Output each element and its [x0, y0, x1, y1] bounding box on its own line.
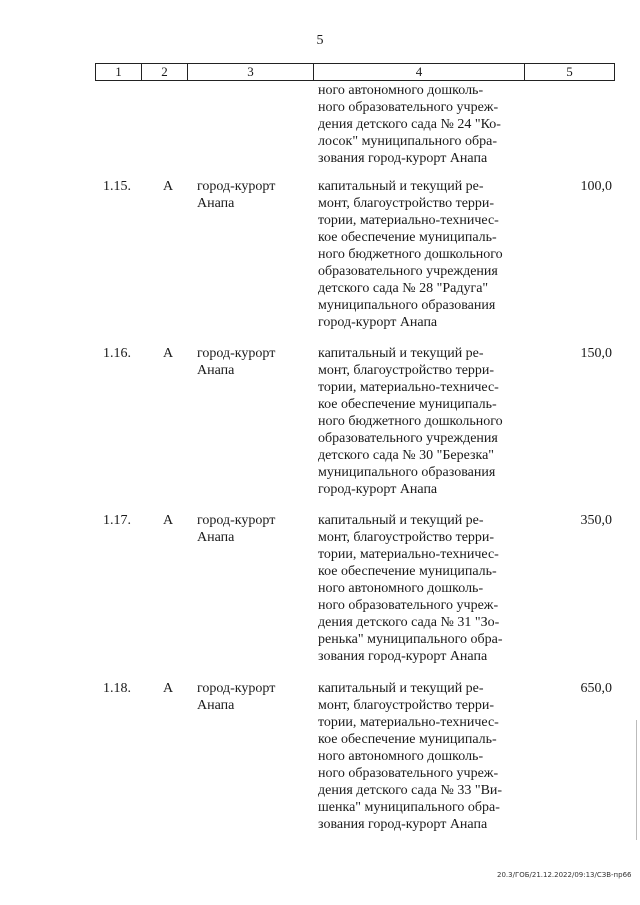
text-line: детского сада № 28 "Радуга"	[318, 281, 489, 296]
text-line: ного бюджетного дошкольного	[318, 247, 503, 262]
text-line: Анапа	[197, 196, 235, 211]
text-line: тории, материально-техничес-	[318, 715, 499, 730]
text-line: ного образовательного учреж-	[318, 100, 499, 115]
table-header	[95, 63, 615, 81]
text-line: ного автономного дошколь-	[318, 749, 484, 764]
text-line: монт, благоустройство терри-	[318, 363, 495, 378]
text-line: капитальный и текущий ре-	[318, 346, 484, 361]
text-line: капитальный и текущий ре-	[318, 681, 484, 696]
row-category: А	[163, 513, 174, 528]
text-line: тории, материально-техничес-	[318, 547, 499, 562]
text-line: дения детского сада № 31 "Зо-	[318, 615, 500, 630]
text-line: кое обеспечение муниципаль-	[318, 564, 497, 579]
row-description	[318, 512, 530, 665]
row-amount: 100,0	[580, 179, 612, 194]
text-line: ного бюджетного дошкольного	[318, 414, 503, 429]
text-line: шенка" муниципального обра-	[318, 800, 500, 815]
row-number: 1.18.	[103, 681, 131, 696]
row-category: А	[163, 346, 174, 361]
header-col-5: 5	[566, 64, 573, 79]
text-line: зования город-курорт Анапа	[318, 151, 488, 166]
text-line: Анапа	[197, 363, 235, 378]
text-line: ренька" муниципального обра-	[318, 632, 503, 647]
text-line: дения детского сада № 33 "Ви-	[318, 783, 503, 798]
text-line: город-курорт	[197, 513, 276, 528]
text-line: зования город-курорт Анапа	[318, 817, 488, 832]
text-line: Анапа	[197, 530, 235, 545]
text-line: тории, материально-техничес-	[318, 380, 499, 395]
header-col-4: 4	[314, 64, 525, 80]
text-line: кое обеспечение муниципаль-	[318, 397, 497, 412]
text-line: капитальный и текущий ре-	[318, 513, 484, 528]
text-line: город-курорт	[197, 179, 276, 194]
header-col-2: 2	[142, 64, 188, 80]
row-number: 1.17.	[103, 513, 131, 528]
footer-code: 20.3/ГОБ/21.12.2022/09:13/СЗВ-пр66	[497, 871, 632, 879]
row-location	[197, 345, 302, 379]
row-location	[197, 680, 302, 714]
text-line: город-курорт	[197, 346, 276, 361]
row-description	[318, 178, 530, 331]
text-line: город-курорт Анапа	[318, 315, 438, 330]
text-line: ного автономного дошколь-	[318, 83, 484, 98]
text-line: зования город-курорт Анапа	[318, 649, 488, 664]
row-number: 1.16.	[103, 346, 131, 361]
text-line: ного образовательного учреж-	[318, 598, 499, 613]
text-line: дения детского сада № 24 "Ко-	[318, 117, 501, 132]
text-line: кое обеспечение муниципаль-	[318, 732, 497, 747]
text-line: монт, благоустройство терри-	[318, 530, 495, 545]
row-description	[318, 680, 530, 833]
text-line: монт, благоустройство терри-	[318, 698, 495, 713]
scan-margin-mark	[636, 720, 637, 840]
text-line: лосок" муниципального обра-	[318, 134, 497, 149]
row-location	[197, 512, 302, 546]
text-line: монт, благоустройство терри-	[318, 196, 495, 211]
text-line: образовательного учреждения	[318, 431, 498, 446]
header-col-3: 3	[188, 64, 314, 80]
row-number: 1.15.	[103, 179, 131, 194]
text-line: тории, материально-техничес-	[318, 213, 499, 228]
row-amount: 650,0	[580, 681, 612, 696]
row-description	[318, 345, 530, 498]
row-location	[197, 178, 302, 212]
text-line: ного образовательного учреж-	[318, 766, 499, 781]
row-amount: 150,0	[580, 346, 612, 361]
text-line: детского сада № 30 "Березка"	[318, 448, 495, 463]
continuation-text	[318, 82, 530, 167]
text-line: Анапа	[197, 698, 235, 713]
page-number: 5	[316, 33, 324, 48]
text-line: образовательного учреждения	[318, 264, 498, 279]
header-col-1: 1	[96, 64, 142, 80]
text-line: кое обеспечение муниципаль-	[318, 230, 497, 245]
row-amount: 350,0	[580, 513, 612, 528]
text-line: город-курорт Анапа	[318, 482, 438, 497]
text-line: город-курорт	[197, 681, 276, 696]
text-line: ного автономного дошколь-	[318, 581, 484, 596]
text-line: муниципального образования	[318, 298, 496, 313]
row-category: А	[163, 179, 174, 194]
row-category: А	[163, 681, 174, 696]
text-line: муниципального образования	[318, 465, 496, 480]
text-line: капитальный и текущий ре-	[318, 179, 484, 194]
